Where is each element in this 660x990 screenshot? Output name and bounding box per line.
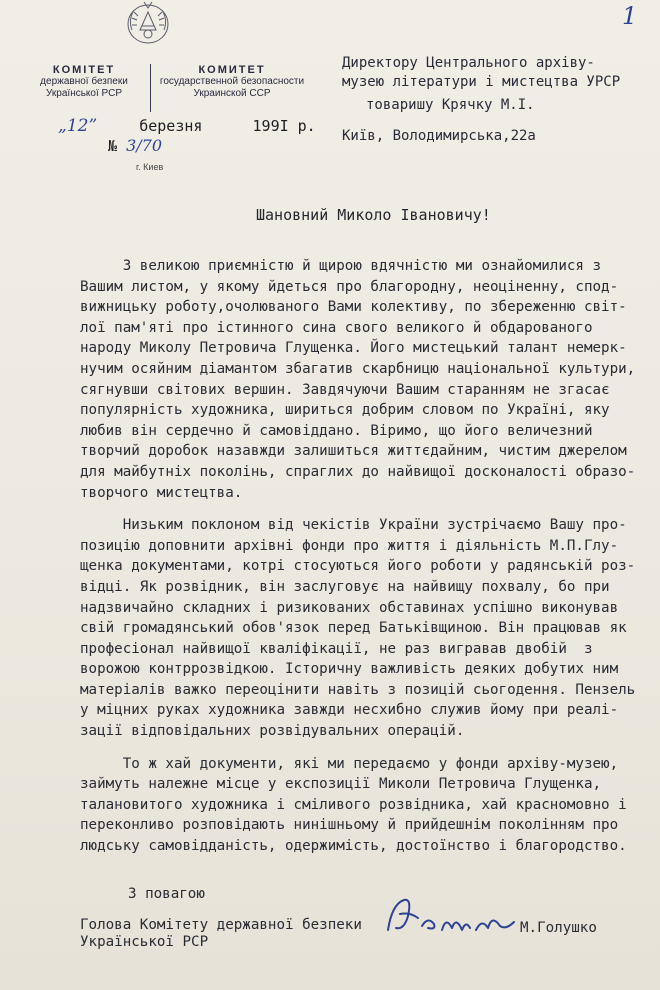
committee-line-ua-1: державної безпеки (40, 76, 128, 87)
date-month: березня (139, 117, 203, 135)
body-line: переконливо розповідають нинішньому й прийдешнім поколінням про (80, 817, 619, 834)
addressee-line-1: Директору Центрального архіву- (342, 55, 595, 71)
letter-body (80, 256, 640, 857)
header-divider (150, 64, 151, 112)
body-line: нучим осяйним діамантом збагатив скарбницю національної культури, (80, 360, 636, 377)
committee-line-ru-1: государственной безопасности (159, 76, 305, 87)
addressee-line-4: Київ, Володимирська,22а (342, 128, 536, 144)
date-year-suffix: 9I р. (270, 117, 316, 135)
body-line: То ж хай документи, які ми передаємо у фонди архіву-музею, (80, 755, 619, 772)
handwritten-signature (382, 890, 522, 940)
body-line: талановитого художника і сміливого розвідника, хай красномовно і (80, 796, 627, 813)
letter-date: „12” березня 199I р. (58, 116, 316, 136)
body-line: З великою приємністю й щирою вдячністю ми ознайомилися з (80, 258, 602, 274)
coat-of-arms-emblem (124, 0, 172, 46)
body-line: свій громадянський обов'язок перед Батьківщиною. Він працював як (80, 620, 627, 637)
body-line: лої пам'яті про істинного сина свого великого й обдарованого (80, 319, 593, 336)
committee-title-ua: КОМІТЕТ (52, 64, 116, 76)
body-line: надзвичайно складних і ризикованих обставинах успішно виконував (80, 599, 619, 616)
body-line: людську самовідданість, одержимість, достоїнство і благородство. (80, 838, 627, 855)
page-number: 1 (622, 2, 638, 30)
body-line: сягнувши світових вершин. Завдячуючи Вашим старанням не згасає (80, 381, 610, 398)
committee-block-russian (155, 64, 309, 100)
closing-position-1: Голова Комітету державної безпеки (80, 917, 362, 933)
committee-line-ua-2: Української РСР (46, 88, 122, 99)
number-label: № (108, 137, 118, 155)
body-line: Вашим листом, у якому йдеться про благородну, неоціненну, спод- (80, 278, 619, 295)
body-line: щенка документами, котрі стосуються його роботи у радянській роз- (80, 558, 636, 575)
body-line: відці. Як розвідник, він заслуговує на найвищу похвалу, бо при (80, 578, 610, 595)
body-line: Низьким поклоном від чекістів України зустрічаємо Вашу про- (80, 517, 627, 534)
body-line: матеріалів важко переоцінити навіть з позицій сьогодення. Пензель (80, 681, 636, 698)
signer-name: М.Голушко (520, 920, 597, 936)
closing-regards: З повагою (128, 886, 205, 902)
committee-line-ru-2: Украинской ССР (193, 88, 271, 99)
addressee-line-3: товаришу Крячку М.І. (366, 97, 535, 113)
number-value: 3/70 (126, 136, 162, 155)
body-line: любив він сердечно й самовіддано. Віримо, що його величезний (80, 422, 593, 439)
body-line: для майбутніх поколінь, спраглих до найвищої досконалості образо- (80, 463, 636, 480)
paragraph-3 (80, 754, 640, 857)
committee-title-ru: КОМИТЕТ (198, 64, 266, 76)
body-line: ворожою контррозвідкою. Історичну важливість деяких добутих ним (80, 661, 619, 678)
body-line: у міцних руках художника завжди несхибно служив йому при реалі- (80, 702, 619, 719)
letter-number (108, 136, 162, 155)
closing-position-2: Української РСР (80, 934, 209, 950)
body-line: професіонал найвищої кваліфікації, не раз вигравав двобій з (80, 640, 593, 657)
date-year-prefix: 19 (252, 117, 271, 135)
body-line: вижницьку роботу,очолюваного Вами колективу, по збереженню світ- (80, 299, 627, 316)
body-line: зації відповідальних розвідувальних операцій. (80, 723, 465, 740)
letter-city: г. Киев (136, 162, 164, 172)
addressee-line-2: музею літератури і мистецтва УРСР (342, 74, 621, 90)
paragraph-2 (80, 515, 640, 742)
body-line: популярність художника, шириться добрим словом по Україні, яку (80, 402, 610, 419)
salutation: Шановний Миколо Івановичу! (256, 206, 491, 224)
committee-block-ukrainian (20, 64, 148, 100)
closing-block (80, 886, 362, 951)
body-line: творчий доробок назавжди залишиться життєдайним, чистим джерелом (80, 443, 627, 460)
paragraph-1 (80, 256, 640, 503)
body-line: народу Миколу Петровича Глущенка. Його мистецький талант немерк- (80, 340, 627, 357)
body-line: займуть належне місце у експозиції Миколи Петровича Глущенка, (80, 776, 602, 793)
body-line: творчого мистецтва. (80, 484, 243, 501)
addressee-block (342, 54, 620, 146)
date-day: 12 (66, 116, 89, 136)
body-line: позицію доповнити архівні фонди про життя і діяльність М.П.Глу- (80, 537, 619, 554)
